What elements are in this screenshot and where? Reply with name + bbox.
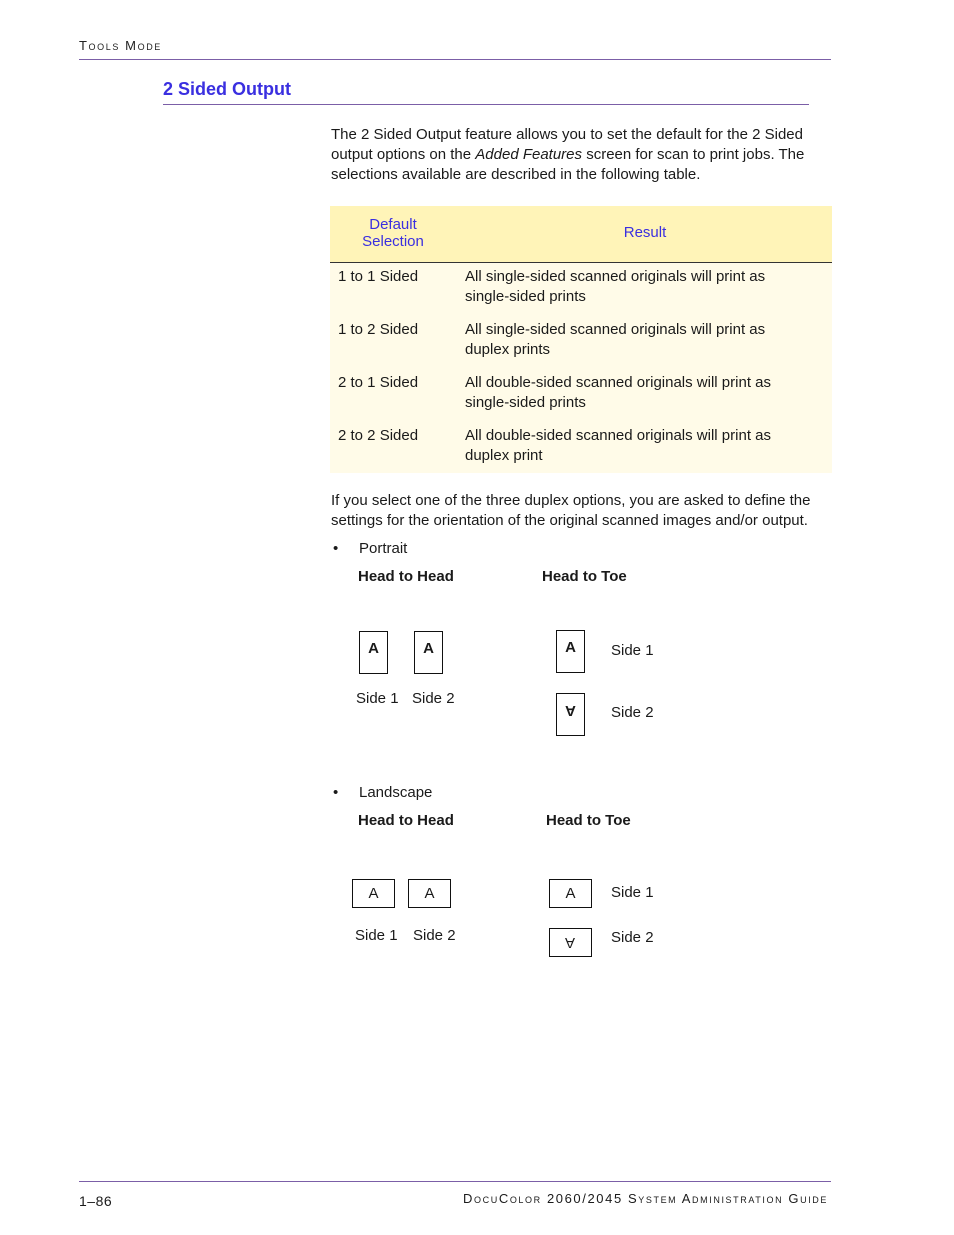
intro-italic: Added Features — [475, 146, 583, 163]
page-glyph: A — [424, 885, 435, 902]
landscape-head-to-toe: Head to Toe — [546, 812, 631, 829]
portrait-head-to-head: Head to Head — [358, 568, 454, 585]
section-rule — [163, 104, 809, 105]
intro-paragraph — [331, 125, 831, 185]
table-header — [330, 206, 832, 263]
header-default-selection: Default Selection — [362, 216, 424, 250]
intro-text-2: screen for scan to print jobs. The selections available are described in the following table. — [331, 146, 805, 183]
landscape-toe-page-side2 — [549, 928, 592, 957]
row-selection: 2 to 2 Sided — [338, 427, 419, 444]
page-glyph-rotated: A — [565, 934, 576, 951]
footer-rule — [79, 1181, 831, 1182]
page-glyph: A — [565, 639, 576, 656]
portrait-toe-page-side2 — [556, 693, 585, 736]
portrait-hh-side1-label: Side 1 — [356, 690, 399, 707]
landscape-page-side2 — [408, 879, 451, 908]
page-number: 1–86 — [79, 1193, 113, 1209]
landscape-hh-side2-label: Side 2 — [413, 927, 456, 944]
guide-title: DocuColor 2060/2045 System Administration Guide — [463, 1191, 828, 1206]
row-result: All double-sided scanned originals will print as single-sided prints — [465, 374, 771, 411]
row-selection: 1 to 2 Sided — [338, 321, 419, 338]
duplex-paragraph: If you select one of the three duplex options, you are asked to define the settings for the orientation of the original scanned images and/or output. — [331, 492, 811, 529]
header-result: Result — [623, 224, 667, 241]
portrait-label: Portrait — [359, 540, 408, 557]
page-glyph-rotated: A — [565, 702, 576, 719]
page-glyph: A — [565, 885, 576, 902]
portrait-toe-page-side1 — [556, 630, 585, 673]
section-title: 2 Sided Output — [163, 79, 291, 99]
landscape-head-to-head: Head to Head — [358, 812, 454, 829]
page-glyph: A — [368, 640, 379, 657]
page-glyph: A — [423, 640, 434, 657]
portrait-page-side1 — [359, 631, 388, 674]
page-glyph: A — [368, 885, 379, 902]
landscape-label: Landscape — [359, 784, 433, 801]
row-result: All double-sided scanned originals will print as duplex print — [465, 427, 771, 464]
portrait-page-side2 — [414, 631, 443, 674]
row-result: All single-sided scanned originals will print as single-sided prints — [465, 268, 766, 305]
landscape-toe-page-side1 — [549, 879, 592, 908]
running-head: Tools Mode — [79, 38, 162, 53]
intro-text-1: The 2 Sided Output feature allows you to set the default for the 2 Sided output options on the — [331, 126, 803, 163]
options-table — [330, 206, 832, 473]
landscape-ht-side1-label: Side 1 — [611, 884, 654, 901]
row-selection: 1 to 1 Sided — [338, 268, 419, 285]
header-rule — [79, 59, 831, 60]
row-result: All single-sided scanned originals will print as duplex prints — [465, 321, 766, 358]
row-selection: 2 to 1 Sided — [338, 374, 419, 391]
bullet-icon: • — [333, 540, 339, 557]
portrait-ht-side1-label: Side 1 — [611, 642, 654, 659]
portrait-ht-side2-label: Side 2 — [611, 704, 654, 721]
landscape-ht-side2-label: Side 2 — [611, 929, 654, 946]
portrait-head-to-toe: Head to Toe — [542, 568, 627, 585]
landscape-page-side1 — [352, 879, 395, 908]
landscape-hh-side1-label: Side 1 — [355, 927, 398, 944]
portrait-hh-side2-label: Side 2 — [412, 690, 455, 707]
bullet-icon: • — [333, 784, 339, 801]
